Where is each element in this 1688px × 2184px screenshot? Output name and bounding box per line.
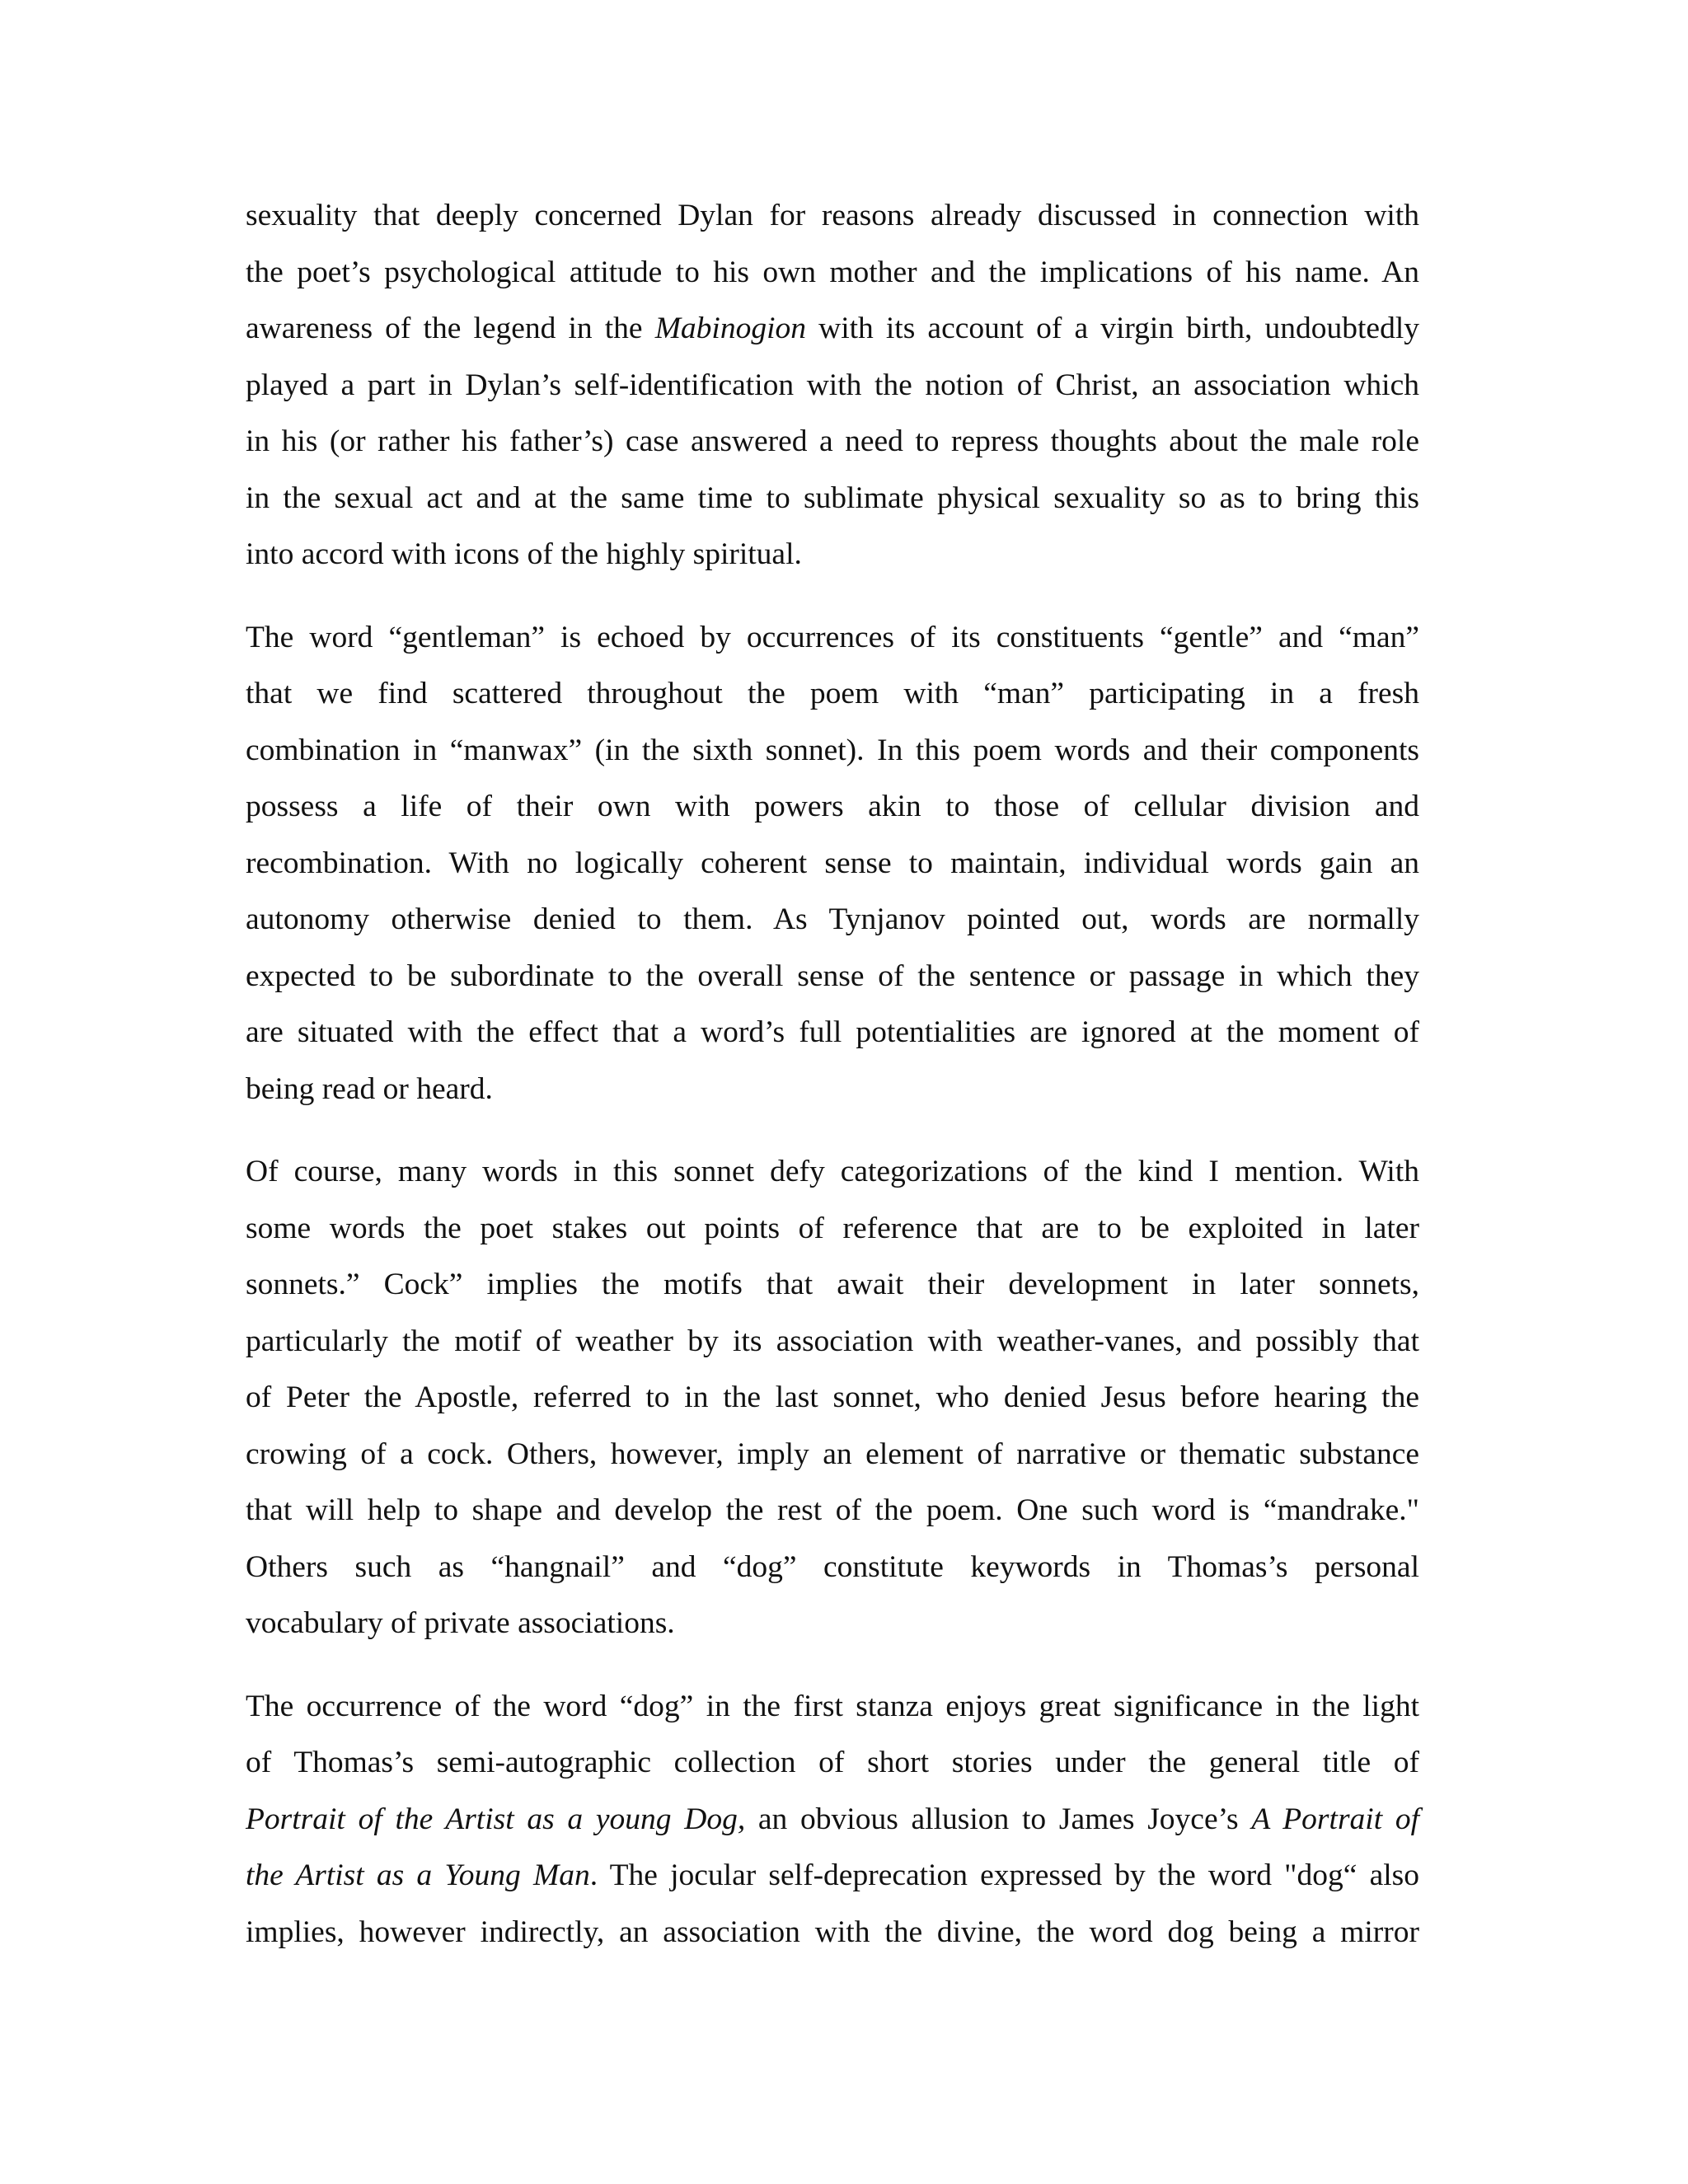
text-line bbox=[246, 1540, 1419, 1596]
text-segment: of Thomas’s semi-autographic collection of short stories under the general title of bbox=[246, 1746, 1419, 1779]
text-line bbox=[246, 1483, 1419, 1540]
text-line bbox=[246, 836, 1419, 893]
text-line bbox=[246, 188, 1419, 245]
text-line bbox=[246, 1201, 1419, 1258]
text-line bbox=[246, 1735, 1419, 1792]
text-segment: crowing of a cock. Others, however, imply an element of narrative or thematic substance bbox=[246, 1436, 1419, 1471]
text-line bbox=[246, 1144, 1419, 1201]
document-page bbox=[246, 188, 1419, 1961]
text-segment: implies, however indirectly, an association with the divine, the word dog being a mirror bbox=[246, 1915, 1419, 1949]
text-segment: that will help to shape and develop the rest of the poem. One such word is “mandrake." bbox=[246, 1493, 1419, 1527]
text-line bbox=[246, 1314, 1419, 1371]
text-segment: into accord with icons of the highly spiritual. bbox=[246, 537, 802, 571]
text-segment: some words the poet stakes out points of reference that are to be exploited in later bbox=[246, 1211, 1419, 1245]
text-segment: . The jocular self-deprecation expressed by the word "dog“ also bbox=[589, 1858, 1419, 1892]
text-line bbox=[246, 1905, 1419, 1961]
text-segment: combination in “manwax” (in the sixth sonnet). In this poem words and their components bbox=[246, 733, 1419, 767]
text-line bbox=[246, 892, 1419, 949]
text-segment: Of course, many words in this sonnet defy categorizations of the kind I mention. With bbox=[246, 1155, 1419, 1188]
text-segment: particularly the motif of weather by its association with weather-vanes, and possibly that bbox=[246, 1324, 1419, 1358]
text-segment: Others such as “hangnail” and “dog” constitute keywords in Thomas’s personal bbox=[246, 1549, 1419, 1584]
text-line bbox=[246, 779, 1419, 836]
text-segment: possess a life of their own with powers akin to those of cellular division and bbox=[246, 790, 1419, 823]
text-line bbox=[246, 1679, 1419, 1736]
text-line bbox=[246, 1427, 1419, 1483]
text-line bbox=[246, 610, 1419, 667]
text-segment: sexuality that deeply concerned Dylan for reasons already discussed in connection with bbox=[246, 199, 1419, 232]
text-line bbox=[246, 301, 1419, 358]
text-segment: sonnets.” Cock” implies the motifs that await their development in later sonnets, bbox=[246, 1268, 1419, 1301]
text-line bbox=[246, 1596, 1419, 1652]
text-line bbox=[246, 1848, 1419, 1905]
paragraph-1 bbox=[246, 188, 1419, 583]
text-segment: The word “gentleman” is echoed by occurrences of its constituents “gentle” and “man” bbox=[246, 620, 1419, 654]
text-line bbox=[246, 245, 1419, 302]
text-line bbox=[246, 1005, 1419, 1062]
text-segment: of Peter the Apostle, referred to in the last sonnet, who denied Jesus before hearing the bbox=[246, 1380, 1419, 1414]
text-segment: with its account of a virgin birth, undoubtedly bbox=[806, 312, 1419, 345]
text-segment: The occurrence of the word “dog” in the first stanza enjoys great significance in the light bbox=[246, 1689, 1419, 1723]
text-segment: awareness of the legend in the bbox=[246, 312, 655, 345]
text-segment: recombination. With no logically coherent sense to maintain, individual words gain an bbox=[246, 846, 1419, 880]
text-line bbox=[246, 1370, 1419, 1427]
text-line bbox=[246, 949, 1419, 1005]
italic-title-text: Portrait of the Artist as a young Dog, bbox=[246, 1802, 746, 1836]
text-segment: are situated with the effect that a word’s full potentialities are ignored at the moment of bbox=[246, 1015, 1419, 1049]
text-line bbox=[246, 1062, 1419, 1118]
paragraph-3 bbox=[246, 1144, 1419, 1652]
text-segment: that we find scattered throughout the poem with “man” participating in a fresh bbox=[246, 677, 1419, 710]
text-line bbox=[246, 666, 1419, 723]
text-segment: autonomy otherwise denied to them. As Tynjanov pointed out, words are normally bbox=[246, 902, 1419, 936]
text-segment: expected to be subordinate to the overall sense of the sentence or passage in which they bbox=[246, 958, 1419, 993]
text-segment: an obvious allusion to James Joyce’s bbox=[745, 1802, 1252, 1836]
paragraph-4 bbox=[246, 1679, 1419, 1961]
text-segment: the poet’s psychological attitude to his own mother and the implications of his name. An bbox=[246, 255, 1419, 289]
text-segment: played a part in Dylan’s self-identification with the notion of Christ, an association which bbox=[246, 368, 1419, 402]
text-line bbox=[246, 1792, 1419, 1849]
italic-title-text: A Portrait of bbox=[1251, 1802, 1420, 1836]
text-line bbox=[246, 358, 1419, 415]
italic-title-text: Mabinogion bbox=[654, 312, 807, 345]
text-segment: in the sexual act and at the same time to sublimate physical sexuality so as to bring this bbox=[246, 480, 1419, 515]
text-segment: vocabulary of private associations. bbox=[246, 1606, 675, 1640]
text-line bbox=[246, 414, 1419, 471]
text-line bbox=[246, 471, 1419, 527]
text-segment: in his (or rather his father’s) case answered a need to repress thoughts about the male role bbox=[246, 424, 1419, 458]
paragraph-2 bbox=[246, 610, 1419, 1118]
text-segment: being read or heard. bbox=[246, 1071, 493, 1106]
text-line bbox=[246, 723, 1419, 780]
text-line bbox=[246, 1257, 1419, 1314]
italic-title-text: the Artist as a Young Man bbox=[246, 1858, 590, 1892]
text-line bbox=[246, 527, 1419, 583]
